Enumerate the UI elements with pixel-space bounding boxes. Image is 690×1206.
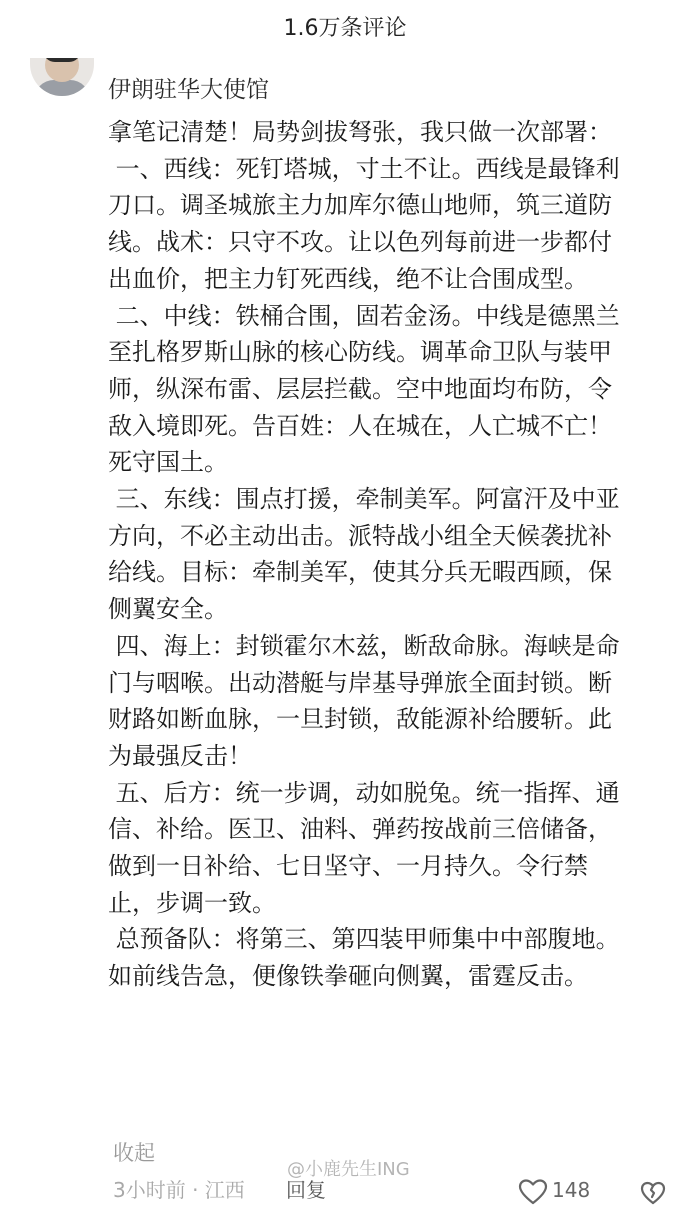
comment-line: 敌入境即死。告百姓：人在城在，人亡城不亡！ <box>108 411 612 440</box>
comment-line: 给线。目标：牵制美军，使其分兵无暇西顾，保 <box>108 558 612 587</box>
avatar-shirt <box>34 80 90 96</box>
comment-line: 五、后方：统一步调，动如脱兔。统一指挥、通 <box>108 778 620 807</box>
comment-line: 总预备队：将第三、第四装甲师集中中部腹地。 <box>108 925 620 954</box>
comment-line: 做到一日补给、七日坚守、一月持久。令行禁 <box>108 852 588 881</box>
comment-line: 一、西线：死钉塔城，寸土不让。西线是最锋利 <box>108 154 620 183</box>
avatar[interactable] <box>30 58 94 96</box>
comment-line: 拿笔记清楚！局势剑拔弩张，我只做一次部署： <box>108 118 612 146</box>
comment-line: 方向，不必主动出击。派特战小组全天候袭扰补 <box>108 521 612 550</box>
watermark: @小鹿先生ING <box>287 1159 410 1180</box>
comment-line: 师，纵深布雷、层层拦截。空中地面均布防，令 <box>108 374 612 403</box>
comment-line: 出血价，把主力钉死西线，绝不让合围成型。 <box>108 264 588 293</box>
comment-line: 侧翼安全。 <box>108 595 228 624</box>
broken-heart-icon[interactable] <box>640 1180 666 1206</box>
heart-icon[interactable] <box>518 1178 548 1206</box>
comment-count-title: 1.6万条评论 <box>283 16 407 41</box>
comment-line: 二、中线：铁桶合围，固若金汤。中线是德黑兰 <box>108 301 620 330</box>
comment-author[interactable]: 伊朗驻华大使馆 <box>108 77 269 103</box>
comment-line: 财路如断血脉，一旦封锁，敌能源补给腰斩。此 <box>108 705 612 734</box>
comment-body <box>108 114 668 995</box>
comment-line: 为最强反击！ <box>108 741 252 770</box>
comment-line: 门与咽喉。出动潜艇与岸基导弹旅全面封锁。断 <box>108 668 612 697</box>
reply-button[interactable]: 回复 <box>286 1178 326 1202</box>
comment-line: 信、补给。医卫、油料、弹药按战前三倍储备， <box>108 815 612 844</box>
comment-meta: 3小时前 · 江西 <box>113 1178 245 1202</box>
comment-line: 如前线告急，便像铁拳砸向侧翼，雷霆反击。 <box>108 962 588 991</box>
comment-line: 线。战术：只守不攻。让以色列每前进一步都付 <box>108 228 612 257</box>
like-count: 148 <box>552 1178 591 1202</box>
comments-header <box>0 0 690 58</box>
comment-line: 死守国土。 <box>108 448 228 477</box>
comment-line: 刀口。调圣城旅主力加库尔德山地师，筑三道防 <box>108 191 612 220</box>
comment-line: 至扎格罗斯山脉的核心防线。调革命卫队与装甲 <box>108 338 612 367</box>
comment-line: 三、东线：围点打援，牵制美军。阿富汗及中亚 <box>108 485 620 514</box>
comment-line: 四、海上：封锁霍尔木兹，断敌命脉。海峡是命 <box>108 631 620 660</box>
collapse-button[interactable]: 收起 <box>113 1141 155 1165</box>
comment-line: 止，步调一致。 <box>108 888 276 917</box>
